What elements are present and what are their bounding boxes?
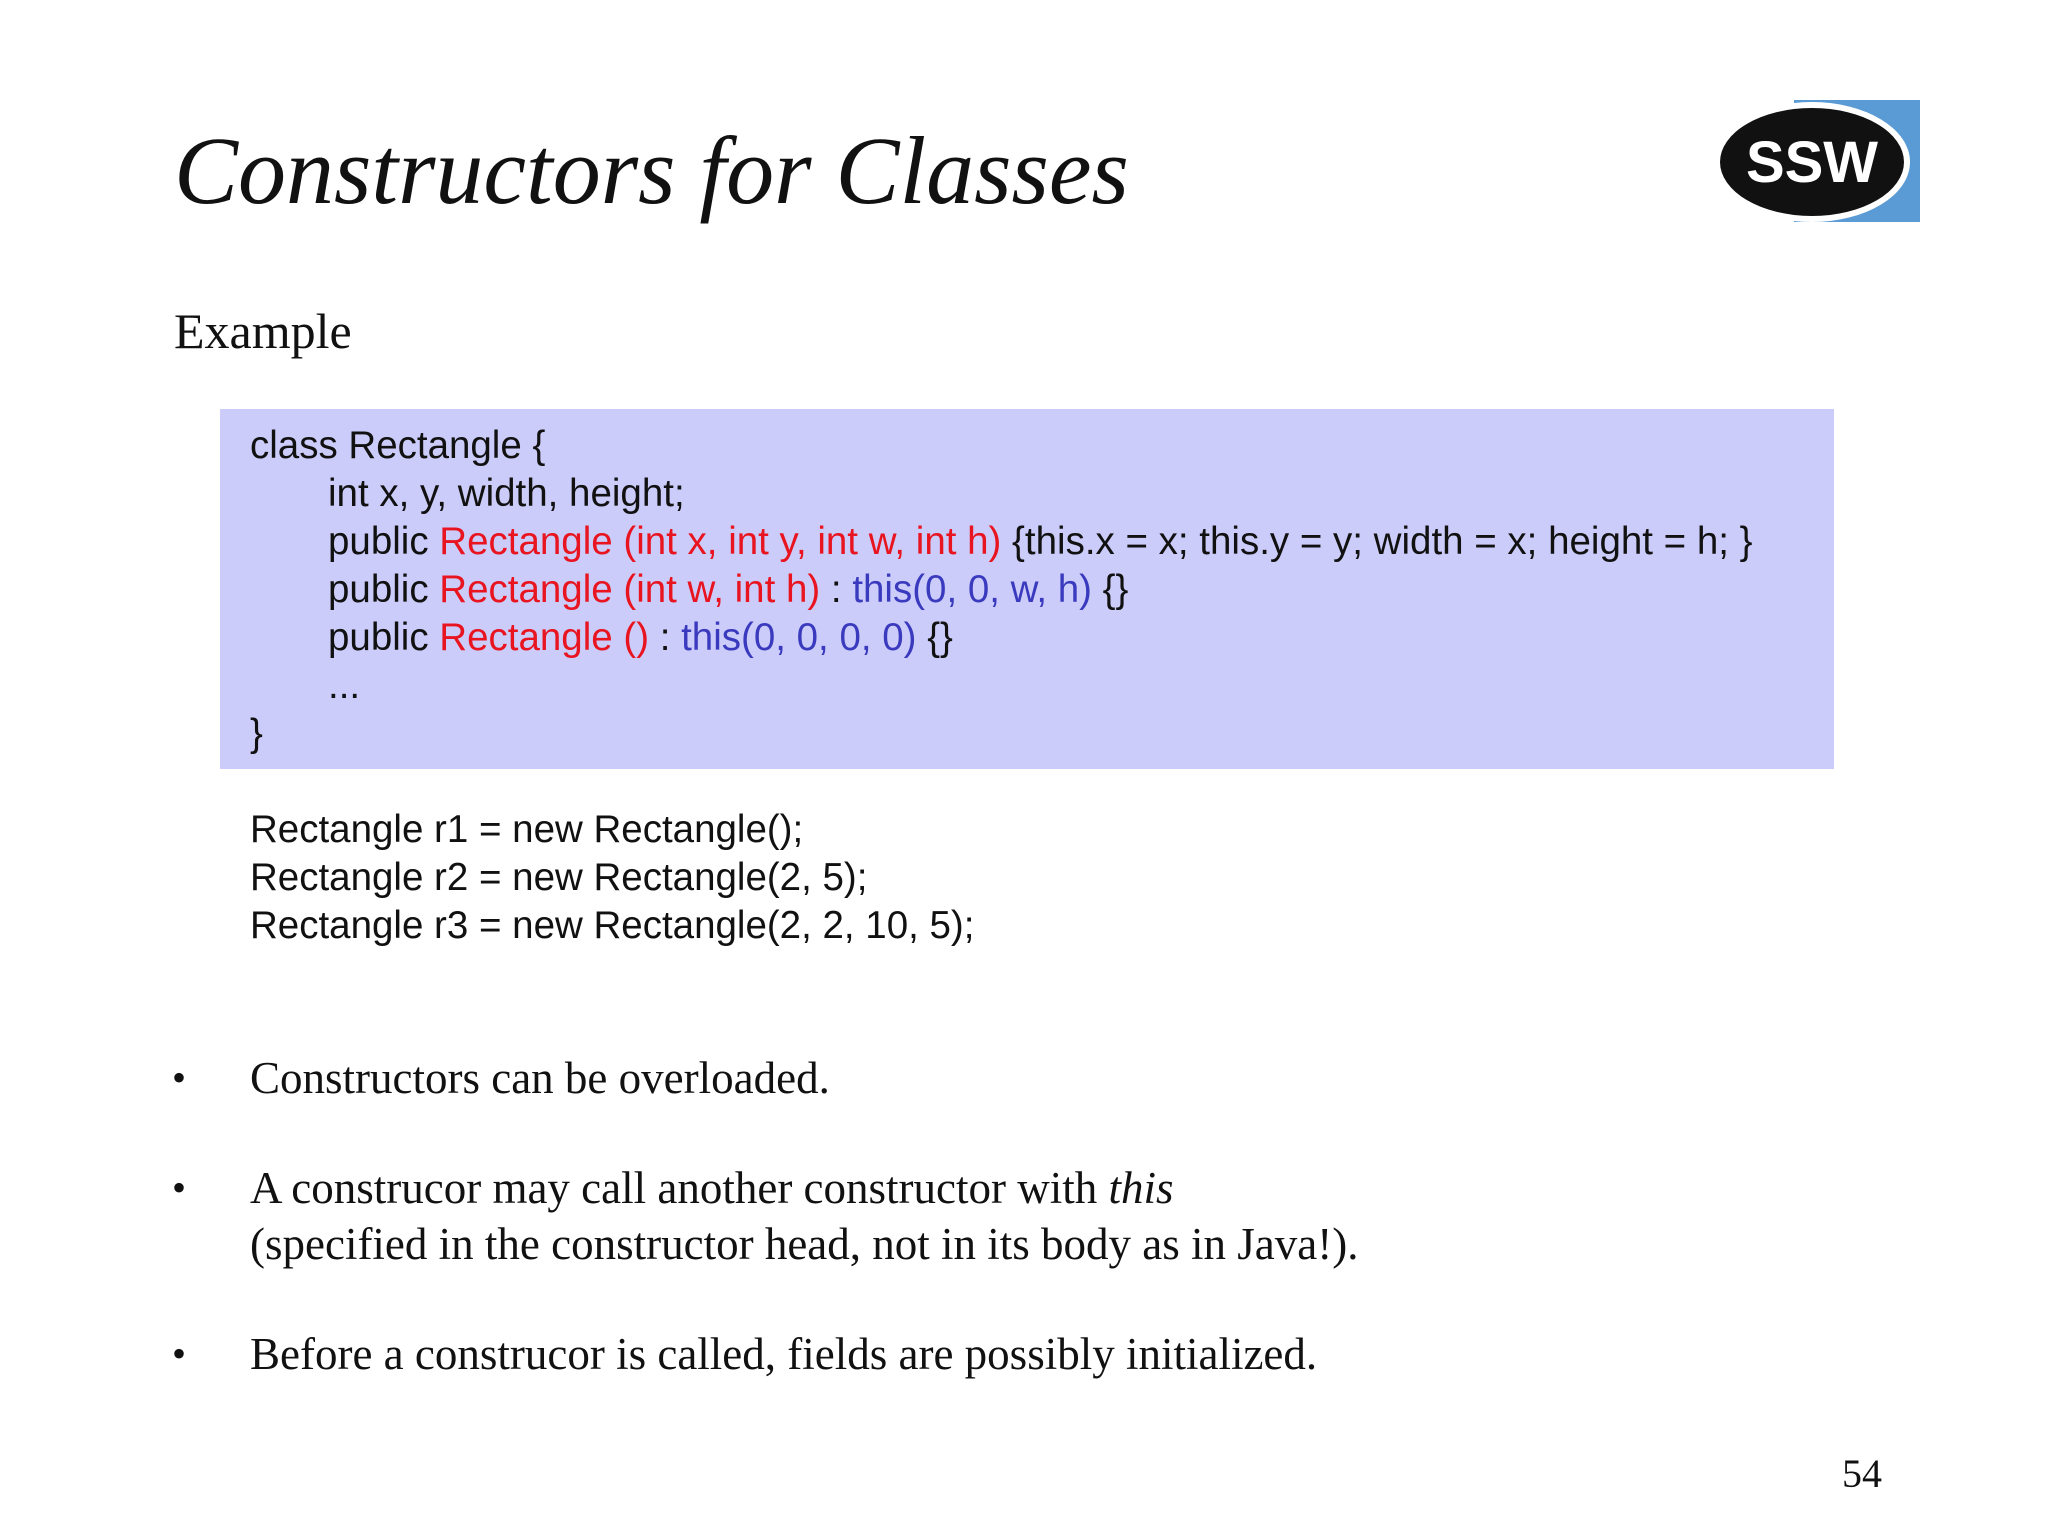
usage-line: Rectangle r1 = new Rectangle(); bbox=[250, 808, 804, 851]
code-line-ctor-2 bbox=[328, 566, 1128, 614]
this-call: this(0, 0, w, h) bbox=[852, 568, 1092, 611]
ctor-name: Rectangle bbox=[439, 568, 613, 611]
ctor-separator: : bbox=[820, 568, 853, 611]
bullet-text-continuation: (specified in the constructor head, not in its body as in Java!). bbox=[250, 1219, 1359, 1269]
code-line-fields: int x, y, width, height; bbox=[328, 472, 685, 515]
code-line-ctor-3 bbox=[328, 614, 953, 662]
keyword: public bbox=[328, 568, 440, 611]
bullet-marker: • bbox=[172, 1331, 187, 1376]
ctor-name: Rectangle bbox=[439, 616, 613, 659]
keyword: public bbox=[328, 616, 440, 659]
code-line-class-close: } bbox=[250, 712, 263, 755]
bullet-marker: • bbox=[172, 1055, 187, 1100]
logo-text: SSW bbox=[1745, 130, 1879, 195]
ctor-body: {} bbox=[916, 616, 953, 659]
ctor-separator: : bbox=[649, 616, 682, 659]
bullet-emphasis: this bbox=[1108, 1163, 1174, 1213]
usage-line: Rectangle r2 = new Rectangle(2, 5); bbox=[250, 856, 868, 899]
bullet-text bbox=[250, 1160, 1174, 1216]
ctor-params: () bbox=[612, 616, 650, 659]
slide-title: Constructors for Classes bbox=[174, 117, 1129, 224]
code-line-ctor-1 bbox=[328, 518, 1753, 566]
usage-line: Rectangle r3 = new Rectangle(2, 2, 10, 5); bbox=[250, 904, 975, 947]
page-number: 54 bbox=[1842, 1451, 1882, 1496]
ssw-logo bbox=[1712, 98, 1920, 222]
bullet-text-prefix: A construcor may call another constructor with bbox=[250, 1163, 1109, 1213]
ctor-body: {} bbox=[1091, 568, 1129, 611]
keyword: public bbox=[328, 520, 440, 563]
ctor-name: Rectangle bbox=[439, 520, 613, 563]
this-call: this(0, 0, 0, 0) bbox=[681, 616, 917, 659]
ctor-body: {this.x = x; this.y = y; width = x; height = h; } bbox=[1001, 520, 1753, 563]
bullet-text: Constructors can be overloaded. bbox=[250, 1053, 830, 1103]
code-line-ellipsis: ... bbox=[328, 664, 361, 707]
bullet-text: Before a construcor is called, fields are possibly initialized. bbox=[250, 1329, 1318, 1379]
ctor-params: (int x, int y, int w, int h) bbox=[612, 520, 1002, 563]
ctor-params: (int w, int h) bbox=[612, 568, 821, 611]
code-line-class-open: class Rectangle { bbox=[250, 424, 546, 467]
subheading: Example bbox=[174, 303, 352, 359]
bullet-marker: • bbox=[172, 1165, 187, 1210]
